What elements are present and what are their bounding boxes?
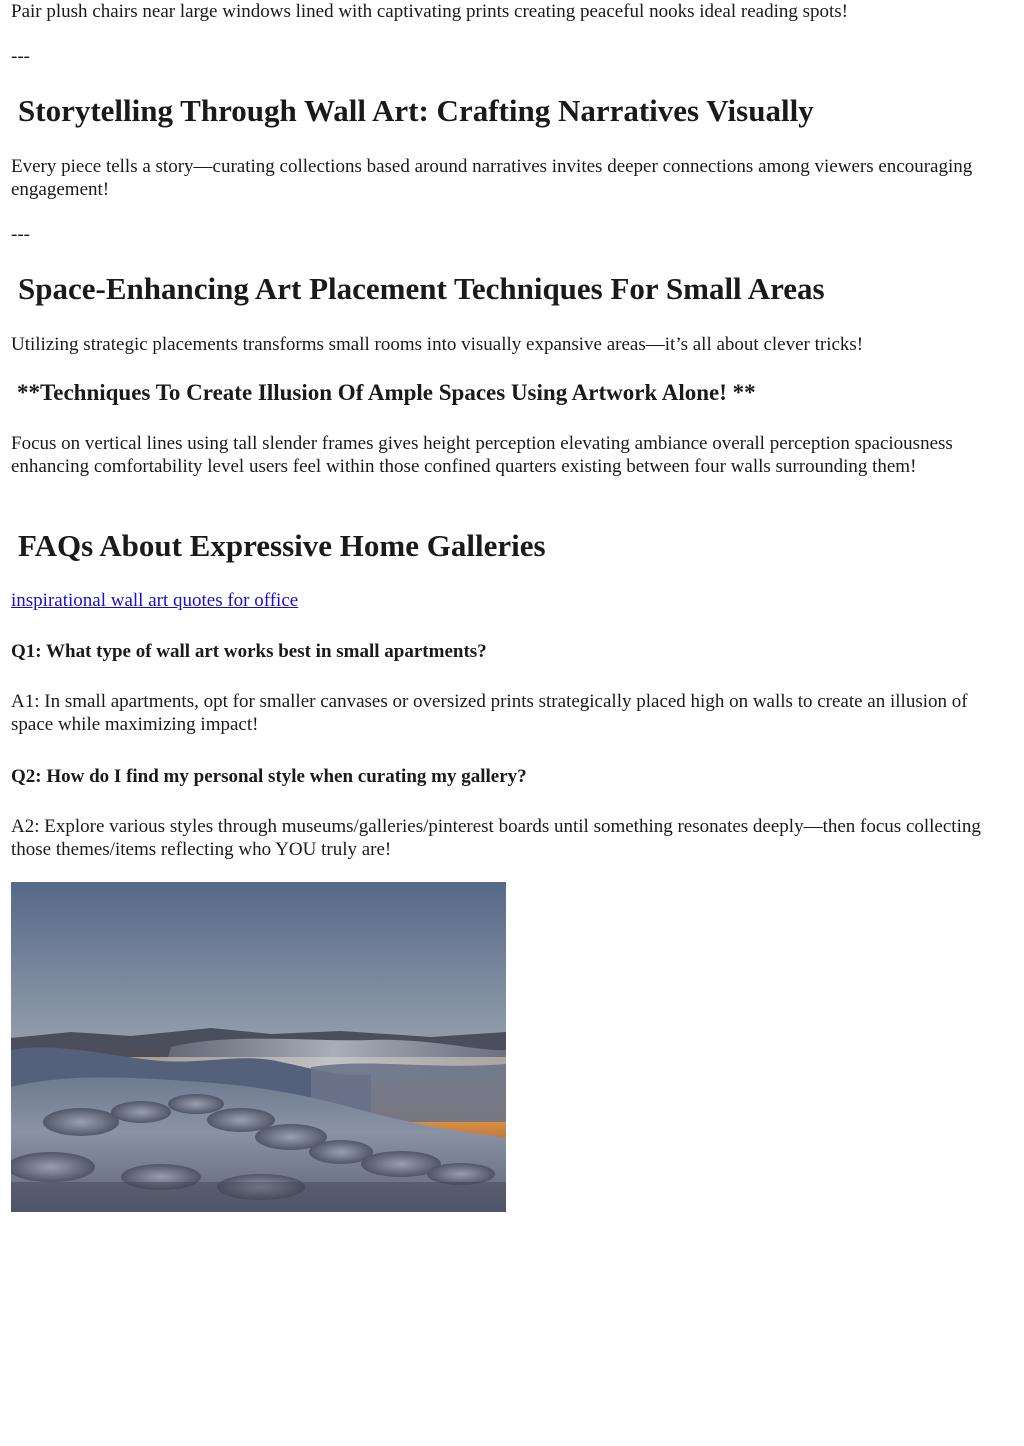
techniques-paragraph: Focus on vertical lines using tall slender frames gives height perception elevating ambiance overall perception spaciousness enhancing comfortability level users feel within those confined quarters existing between four walls surrounding them! bbox=[11, 433, 953, 477]
related-article-link[interactable]: inspirational wall art quotes for office bbox=[11, 590, 299, 611]
section-heading-faqs: FAQs About Expressive Home Galleries bbox=[18, 528, 546, 563]
faq-answer-2: A2: Explore various styles through museums/galleries/pinterest boards until something resonates deeply—then focus collecting those themes/items reflecting who YOU truly are! bbox=[11, 816, 981, 860]
storytelling-paragraph: Every piece tells a story—curating collections based around narratives invites deeper connections among viewers encouraging engagement! bbox=[11, 156, 973, 200]
snowy-mountain-sunset-photo bbox=[11, 882, 506, 1212]
separator: --- bbox=[11, 224, 30, 245]
space-paragraph: Utilizing strategic placements transforms small rooms into visually expansive areas—it’s all about clever tricks! bbox=[11, 334, 864, 355]
techniques-subheading: **Techniques To Create Illusion Of Ample Spaces Using Artwork Alone! ** bbox=[17, 380, 756, 405]
section-heading-storytelling: Storytelling Through Wall Art: Crafting Narratives Visually bbox=[18, 93, 814, 128]
faq-question-1: Q1: What type of wall art works best in small apartments? bbox=[11, 641, 487, 662]
section-heading-space: Space-Enhancing Art Placement Techniques For Small Areas bbox=[18, 271, 825, 306]
intro-paragraph: Pair plush chairs near large windows lined with captivating prints creating peaceful nooks ideal reading spots! bbox=[11, 1, 849, 22]
separator: --- bbox=[11, 46, 30, 67]
faq-answer-1: A1: In small apartments, opt for smaller canvases or oversized prints strategically placed high on walls to create an illusion of space while maximizing impact! bbox=[11, 691, 968, 735]
faq-question-2: Q2: How do I find my personal style when curating my gallery? bbox=[11, 766, 527, 787]
